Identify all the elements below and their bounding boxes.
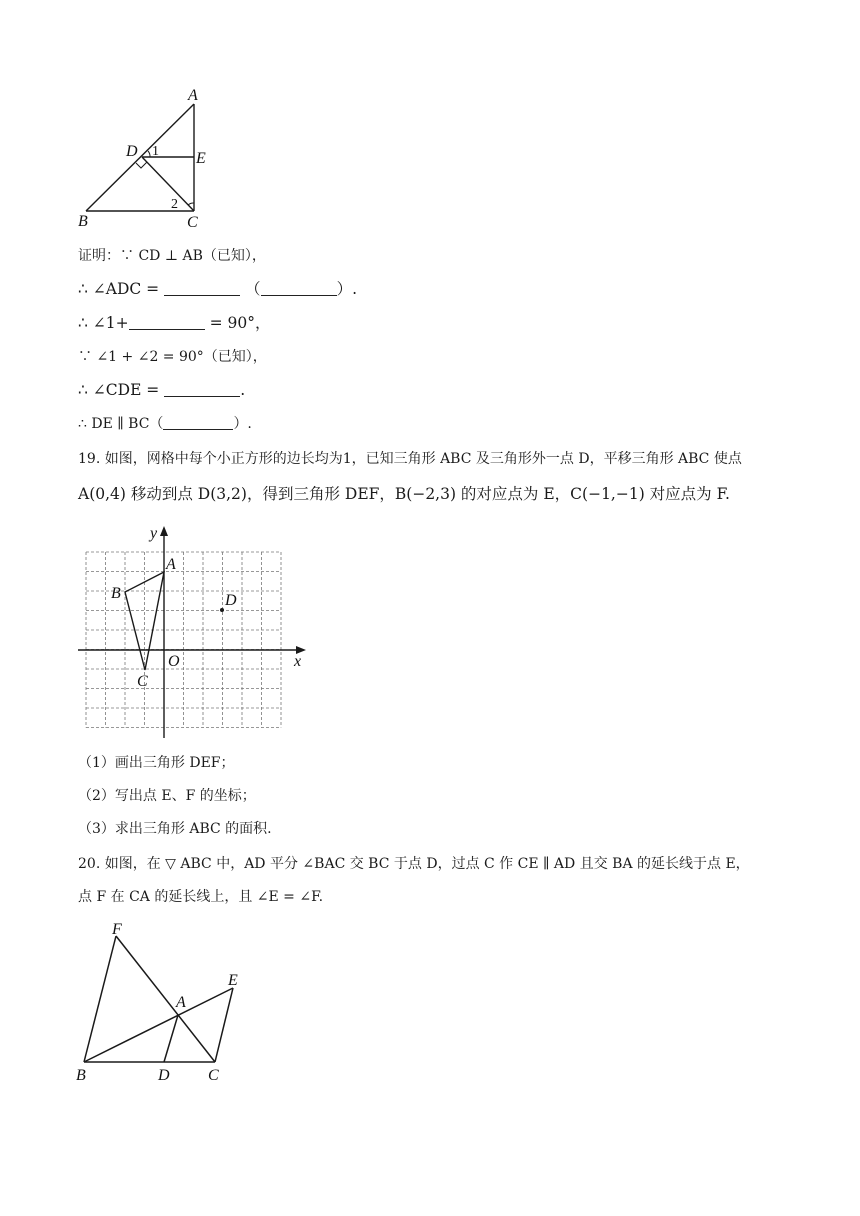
triangle-abc — [125, 572, 164, 670]
proof-line-1: 证明：∵ CD ⊥ AB（已知）， — [78, 248, 266, 264]
label-d: D — [126, 143, 138, 160]
answer-blank-reason-1[interactable] — [261, 281, 337, 296]
segment-ce — [215, 988, 233, 1062]
label-angle-1: 1 — [152, 144, 159, 159]
answer-blank-adc[interactable] — [164, 281, 240, 296]
segment-dc — [142, 157, 194, 211]
q19-sub-1: （1）画出三角形 DEF； — [78, 755, 235, 771]
q19-stem-line-1: 19. 如图，网格中每个小正方形的边长均为1，已知三角形 ABC 及三角形外一点 D，平移三角形 ABC 使点 — [78, 451, 742, 467]
q19-sub-2: （2）写出点 E、F 的坐标； — [78, 788, 256, 804]
y-axis-arrow — [160, 526, 168, 536]
answer-blank-reason-2[interactable] — [163, 415, 233, 430]
angle-arc-2 — [188, 203, 194, 205]
proof-line-4: ∵ ∠1 + ∠2 = 90°（已知）， — [78, 349, 267, 365]
grid-lines — [86, 552, 281, 728]
label-b: B — [76, 1067, 86, 1084]
label-point-c: C — [137, 673, 148, 690]
figure-triangle-proof — [70, 80, 230, 230]
segment-fc — [116, 936, 215, 1062]
label-e: E — [228, 972, 238, 989]
figure-triangle-fbc — [70, 918, 260, 1088]
proof-line-3: ∴ ∠1+ = 90°， — [78, 314, 271, 332]
label-point-d: D — [225, 592, 237, 609]
q20-stem-line-2: 点 F 在 CA 的延长线上，且 ∠E = ∠F. — [78, 889, 324, 905]
label-c: C — [187, 214, 198, 230]
label-point-b: B — [111, 585, 121, 602]
label-a: A — [188, 87, 198, 104]
label-f: F — [112, 921, 122, 938]
label-e: E — [196, 150, 206, 167]
label-d: D — [158, 1067, 170, 1084]
answer-blank-cde[interactable] — [164, 382, 240, 397]
label-b: B — [78, 213, 88, 230]
label-x-axis: x — [294, 653, 302, 670]
q19-stem-line-2: A(0,4) 移动到点 D(3,2)，得到三角形 DEF，B(−2,3) 的对应点为 E，C(−1,−1) 对应点为 F. — [78, 485, 730, 503]
q19-sub-3: （3）求出三角形 ABC 的面积. — [78, 821, 272, 837]
label-c: C — [208, 1067, 219, 1084]
label-angle-2: 2 — [171, 197, 178, 212]
label-y-axis: y — [150, 525, 158, 542]
figure-coordinate-grid — [74, 520, 314, 745]
proof-line-2: ∴ ∠ADC = （ ）. — [78, 280, 357, 298]
q20-stem-line-1: 20. 如图，在 ▽ ABC 中，AD 平分 ∠BAC 交 BC 于点 D，过点 C 作 CE ∥ AD 且交 BA 的延长线于点 E， — [78, 856, 750, 872]
segment-be — [84, 988, 233, 1062]
proof-line-5: ∴ ∠CDE = . — [78, 381, 246, 399]
answer-blank-angle[interactable] — [129, 315, 205, 330]
right-angle-mark-d — [136, 162, 147, 168]
point-d — [220, 608, 224, 612]
label-origin: O — [168, 653, 180, 670]
label-point-a: A — [166, 556, 176, 573]
segment-fb — [84, 936, 116, 1062]
angle-arc-1 — [148, 151, 150, 157]
proof-line-6: ∴ DE ∥ BC（ ）. — [78, 416, 252, 432]
label-a: A — [176, 994, 186, 1011]
